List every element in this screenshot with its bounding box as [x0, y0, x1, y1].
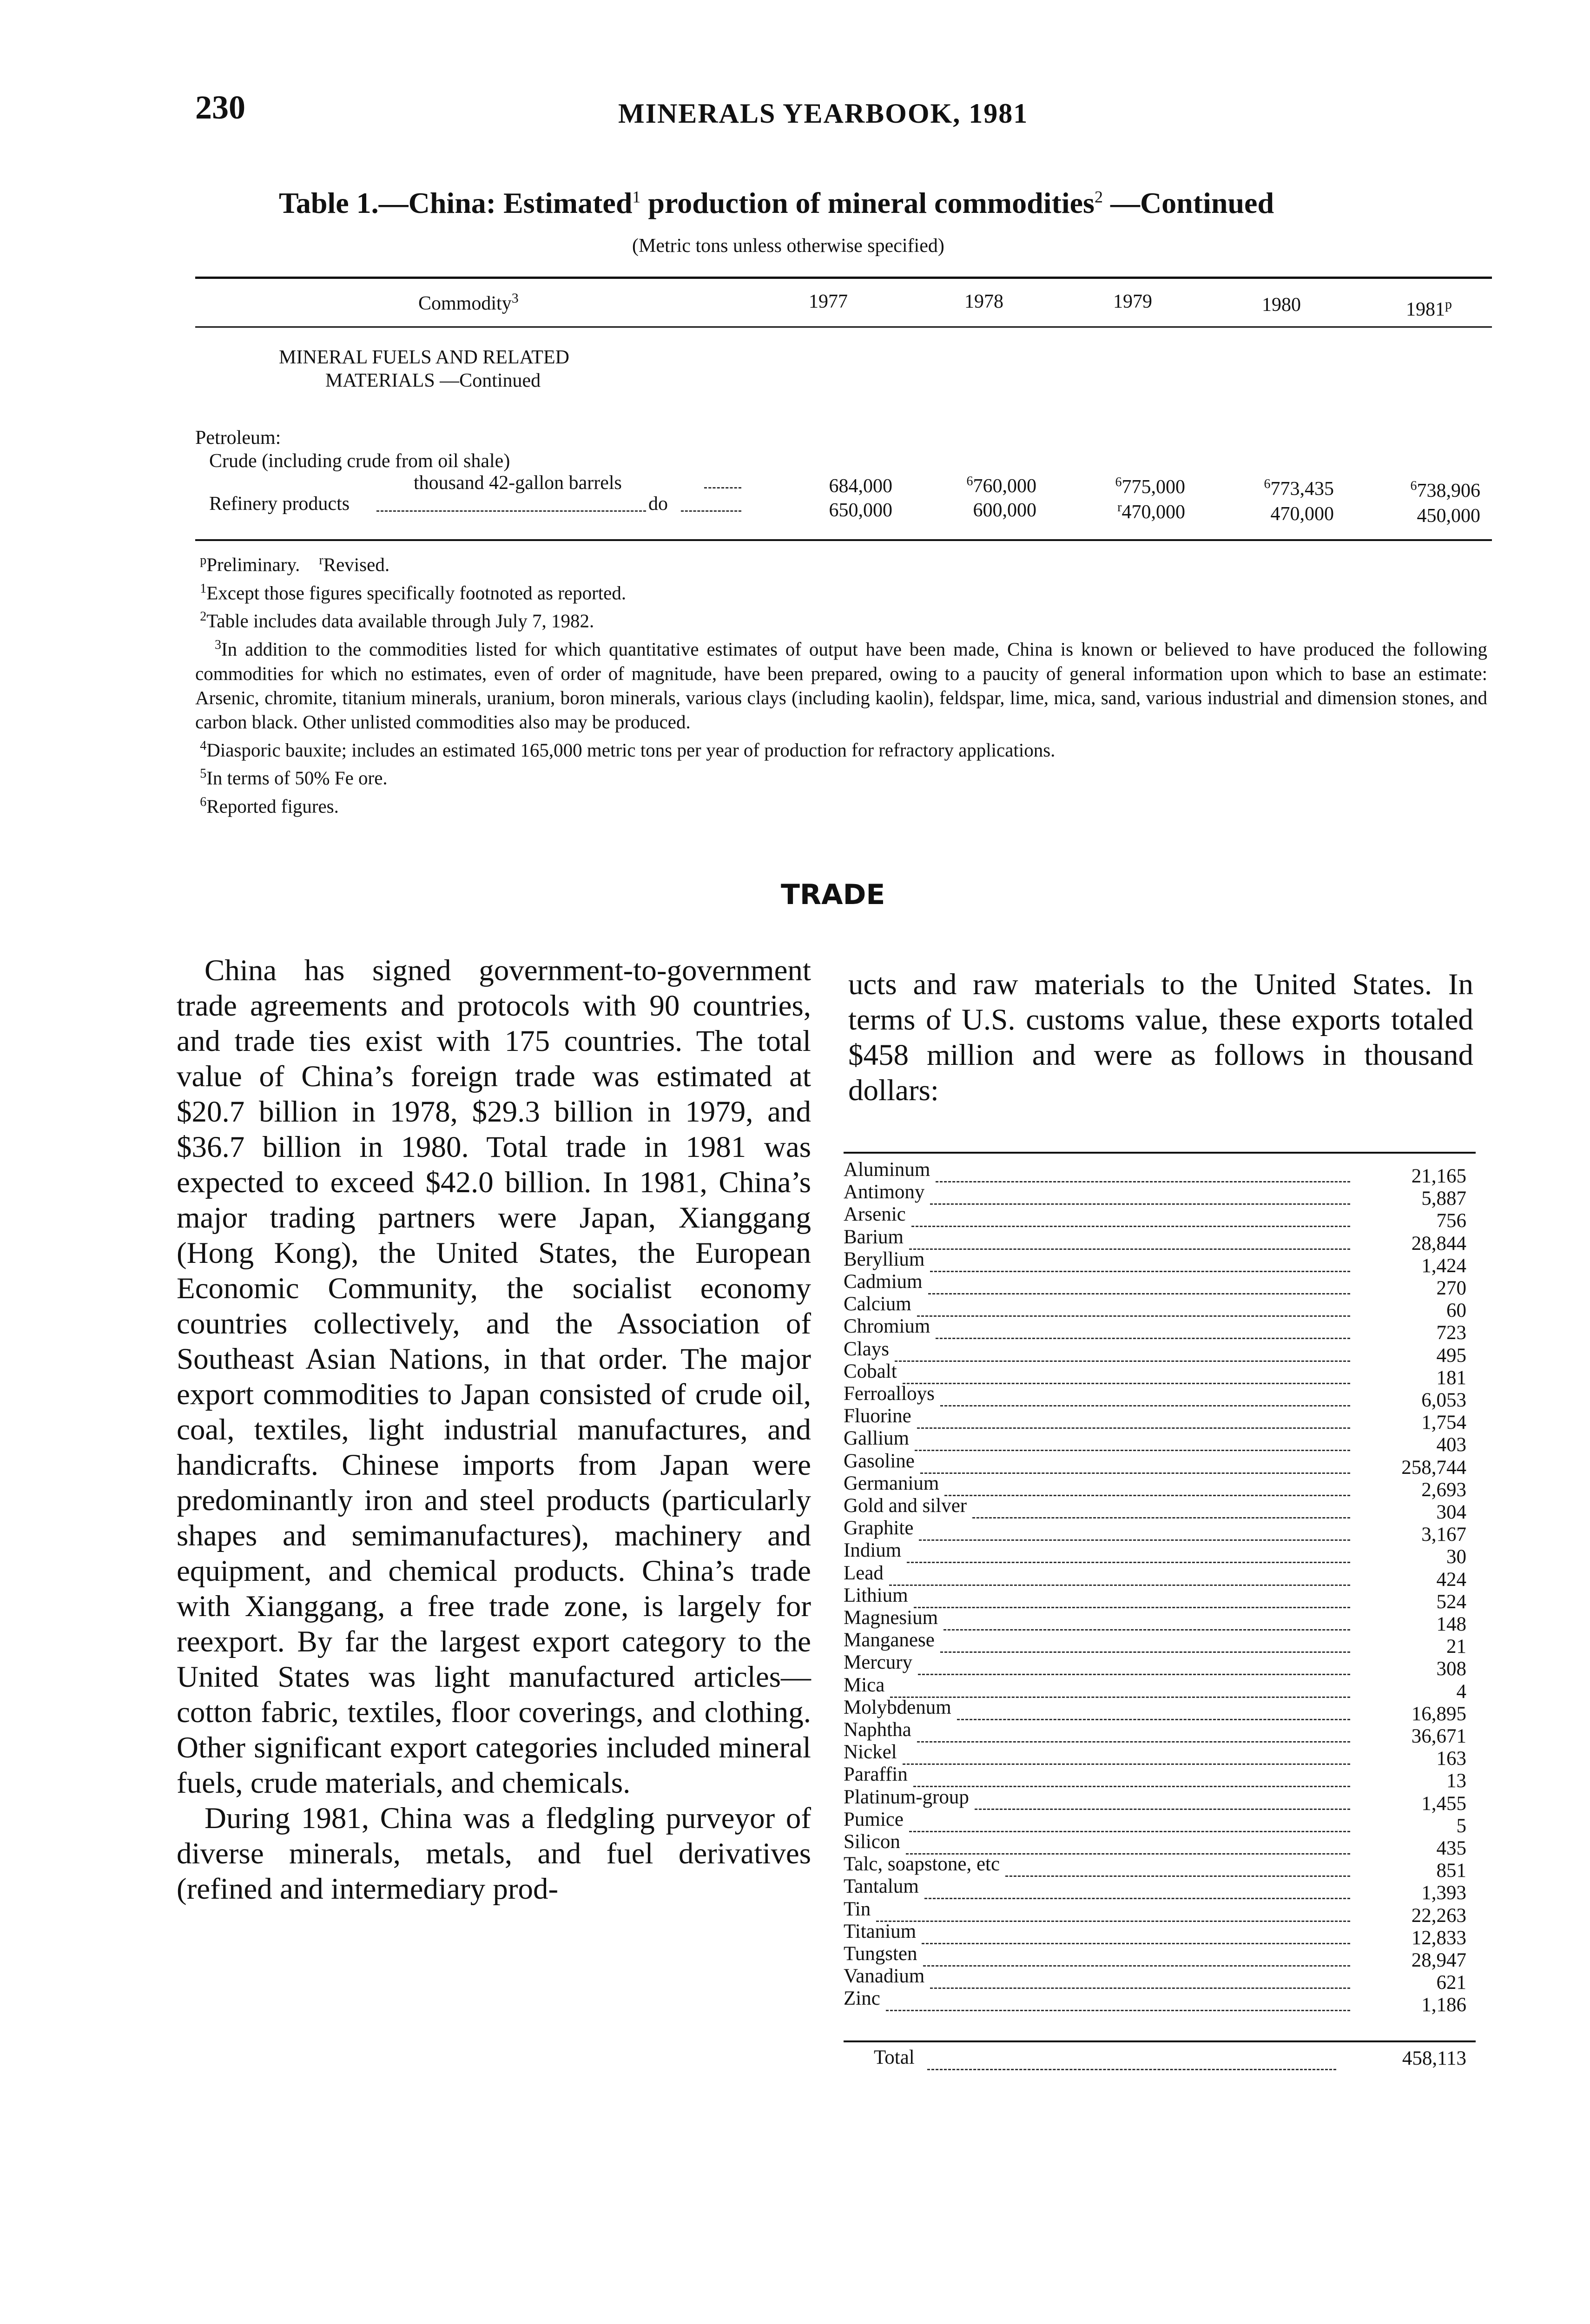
leader-dots [876, 1902, 1350, 1922]
leader-dots [930, 1969, 1350, 1989]
leader-dots [944, 1476, 1350, 1496]
export-row [844, 1315, 1466, 1344]
export-commodity: Gold and silver [844, 1495, 967, 1517]
page-number: 230 [195, 89, 245, 126]
export-commodity: Platinum-group [844, 1786, 969, 1808]
export-commodity: Tungsten [844, 1943, 917, 1965]
table-title: Table 1.—China: Estimated$^1$ production of mineral commodities$^2$ —Continued [279, 186, 1274, 219]
export-value: 36,671 [1411, 1725, 1466, 1747]
leader-dots [924, 1879, 1350, 1899]
leader-dots [917, 1297, 1350, 1317]
header-year-1979: 1979 [1113, 291, 1152, 312]
export-value: 723 [1436, 1322, 1466, 1344]
exports-total-rule [844, 2040, 1476, 2042]
export-value: 30 [1446, 1546, 1466, 1568]
row-crude-label: Crude (including crude from oil shale) [209, 450, 510, 472]
export-commodity: Clays [844, 1338, 889, 1360]
section-heading-trade: TRADE [781, 878, 885, 911]
export-value: 148 [1436, 1613, 1466, 1635]
export-commodity: Molybdenum [844, 1697, 951, 1718]
export-value: 1,393 [1421, 1882, 1466, 1904]
export-row [844, 1921, 1466, 1949]
export-commodity: Pumice [844, 1809, 904, 1830]
table-subtitle: (Metric tons unless otherwise specified) [632, 235, 944, 257]
export-row [844, 1293, 1466, 1321]
export-commodity: Tantalum [844, 1875, 919, 1897]
export-commodity: Gasoline [844, 1450, 915, 1472]
export-row [844, 1271, 1466, 1299]
export-value: 435 [1436, 1837, 1466, 1859]
leader-dots [886, 1991, 1350, 2011]
export-commodity: Manganese [844, 1629, 935, 1651]
header-year-1978: 1978 [964, 291, 1003, 312]
export-commodity: Talc, soapstone, etc [844, 1853, 1000, 1875]
export-commodity: Cobalt [844, 1360, 897, 1382]
export-row [844, 1875, 1466, 1904]
export-row [844, 1472, 1466, 1501]
exports-total-row [844, 2047, 1466, 2068]
footnote-4: $^4$Diasporic bauxite; includes an estimated 165,000 metric tons per year of production for refractory applications. [200, 738, 1056, 761]
crude-1978: $^6$760,000 [966, 474, 1036, 497]
export-value: 13 [1446, 1770, 1466, 1792]
export-value: 28,844 [1411, 1233, 1466, 1254]
header-commodity: Commodity$^3$ [418, 290, 519, 314]
row-refinery-label: Refinery products [209, 493, 350, 515]
table-bottom-rule [195, 539, 1492, 541]
export-row [844, 1943, 1466, 1971]
export-commodity: Vanadium [844, 1965, 925, 1987]
export-value: 163 [1436, 1748, 1466, 1769]
leader-dots [913, 1767, 1350, 1787]
leader-dots [917, 1723, 1350, 1743]
leader-dots [907, 1543, 1350, 1563]
export-row [844, 1562, 1466, 1591]
leader-dots [890, 1678, 1350, 1698]
table-header-rule [195, 326, 1492, 328]
export-commodity: Mica [844, 1674, 885, 1696]
leader-dots [915, 1431, 1350, 1451]
export-row [844, 1898, 1466, 1927]
trade-paragraph-1: China has signed government-to-government trade agreements and protocols with 90 countries, and trade ties exist with 175 countries. The total value of China’s foreign trade was estimated at $20.7 billion in 1978, $29.3 billion in 1979, and $36.7 billion in 1980. Total trade in 1981 was expected to exceed $42.0 billion. In 1981, China’s major trading partners were Japan, Xianggang (Hong Kong), the United States, the European Economic Community, the socialist economy countries collectively, and the Association of Southeast Asian Nations, in that order. The major export commodities to Japan consisted of crude oil, coal, textiles, light industrial manufactures, and handicrafts. Chinese imports from Japan were predominantly iron and steel products (particularly shapes and semimanufactures), machinery and equipment, and chemical products. China’s trade with Xianggang, a free trade zone, is largely for reexport. By far the largest export category to the United States was light manufactured articles—cotton fabric, textiles, floor coverings, and clothing. Other significant export categories included mineral fuels, crude materials, and chemicals. [177, 954, 811, 1800]
export-value: 2,693 [1421, 1479, 1466, 1501]
export-row [844, 1674, 1466, 1703]
export-value: 1,424 [1421, 1255, 1466, 1277]
export-commodity: Nickel [844, 1741, 897, 1763]
export-row [844, 1987, 1466, 2016]
trade-right-column [848, 967, 1473, 1108]
export-commodity: Graphite [844, 1517, 914, 1539]
leader-dots [928, 1274, 1350, 1294]
export-row [844, 1405, 1466, 1433]
leader-dots [936, 1162, 1350, 1182]
table-footnotes [195, 548, 1487, 819]
refinery-1979: $^r$470,000 [1117, 500, 1185, 523]
export-commodity: Mercury [844, 1651, 913, 1673]
table-top-rule [195, 277, 1492, 279]
leader-dots [940, 1633, 1350, 1653]
export-commodity: Naphtha [844, 1719, 911, 1741]
section-heading: MINERAL FUELS AND RELATED [279, 347, 569, 368]
export-row [844, 1517, 1466, 1545]
row-refinery-unit: do [648, 493, 668, 515]
export-value: 22,263 [1411, 1905, 1466, 1927]
export-value: 756 [1436, 1210, 1466, 1232]
export-row [844, 1427, 1466, 1456]
row-crude-unit: thousand 42-gallon barrels [414, 472, 622, 494]
leader-dots [957, 1700, 1350, 1720]
header-year-1980: 1980 [1262, 294, 1301, 316]
export-value: 403 [1436, 1434, 1466, 1456]
export-row [844, 1629, 1466, 1657]
export-row [844, 1181, 1466, 1209]
footnote-2: $^2$Table includes data available through July 7, 1982. [200, 609, 594, 632]
export-row [844, 1338, 1466, 1367]
leader-dots [895, 1342, 1350, 1362]
refinery-1977: 650,000 [829, 500, 892, 521]
export-commodity: Antimony [844, 1181, 925, 1203]
export-row [844, 1495, 1466, 1523]
leader-dots [909, 1230, 1350, 1250]
export-value: 270 [1436, 1277, 1466, 1299]
crude-1980: $^6$773,435 [1264, 477, 1334, 500]
leader-dots [972, 1499, 1350, 1519]
leader-dots [930, 1252, 1350, 1272]
export-row [844, 1741, 1466, 1769]
trade-left-column [177, 953, 811, 1907]
export-row [844, 1651, 1466, 1680]
export-commodity: Ferroalloys [844, 1383, 935, 1405]
export-commodity: Silicon [844, 1831, 900, 1853]
export-value: 6,053 [1421, 1389, 1466, 1411]
export-row [844, 1383, 1466, 1411]
row-crude-leader [704, 474, 741, 489]
export-row [844, 1697, 1466, 1725]
export-row [844, 1539, 1466, 1568]
leader-dots [922, 1924, 1350, 1944]
leader-dots [906, 1835, 1350, 1855]
export-value: 3,167 [1421, 1524, 1466, 1545]
export-value: 851 [1436, 1860, 1466, 1882]
crude-1977: 684,000 [829, 475, 892, 497]
export-value: 12,833 [1411, 1927, 1466, 1949]
export-row [844, 1965, 1466, 1994]
export-row [844, 1719, 1466, 1747]
export-commodity: Calcium [844, 1293, 911, 1315]
footnote-6: $^6$Reported figures. [200, 794, 339, 817]
export-value: 308 [1436, 1658, 1466, 1680]
export-value: 495 [1436, 1345, 1466, 1367]
leader-dots [927, 2050, 1336, 2070]
export-commodity: Zinc [844, 1987, 880, 2009]
export-value: 21,165 [1411, 1165, 1466, 1187]
section-heading-cont: MATERIALS —Continued [325, 370, 541, 391]
crude-1981: $^6$738,906 [1410, 479, 1480, 502]
export-row [844, 1248, 1466, 1277]
export-commodity: Chromium [844, 1315, 930, 1337]
export-commodity: Lithium [844, 1585, 908, 1606]
export-row [844, 1831, 1466, 1859]
leader-dots [930, 1185, 1350, 1205]
export-commodity: Paraffin [844, 1763, 908, 1785]
export-commodity: Magnesium [844, 1607, 938, 1629]
export-value: 304 [1436, 1501, 1466, 1523]
row-refinery-leader [376, 496, 646, 512]
leader-dots [889, 1566, 1350, 1586]
export-value: 1,455 [1421, 1793, 1466, 1815]
export-value: 60 [1446, 1300, 1466, 1321]
trade-paragraph-3: ucts and raw materials to the United States. In terms of U.S. customs value, these exports totaled $458 million and were as follows in thousand dollars: [848, 968, 1473, 1107]
export-commodity: Germanium [844, 1472, 939, 1494]
export-value: 5,887 [1421, 1188, 1466, 1209]
refinery-1978: 600,000 [973, 500, 1036, 521]
export-value: 28,947 [1411, 1949, 1466, 1971]
footnote-1: $^1$Except those figures specifically footnoted as reported. [200, 581, 627, 604]
footnote-preliminary: $^p$Preliminary. $^r$Revised. [200, 553, 390, 575]
export-row [844, 1763, 1466, 1792]
crude-1979: $^6$775,000 [1115, 475, 1185, 498]
refinery-1980: 470,000 [1270, 503, 1334, 525]
leader-dots [914, 1588, 1350, 1608]
export-commodity: Indium [844, 1539, 902, 1561]
export-value: 424 [1436, 1569, 1466, 1591]
leader-dots [903, 1364, 1350, 1384]
export-row [844, 1853, 1466, 1882]
export-row [844, 1809, 1466, 1837]
export-commodity: Barium [844, 1226, 904, 1248]
export-commodity: Beryllium [844, 1248, 925, 1270]
export-value: 1,754 [1421, 1412, 1466, 1433]
export-value: 181 [1436, 1367, 1466, 1389]
total-value: 458,113 [1402, 2047, 1466, 2069]
leader-dots [918, 1655, 1350, 1675]
group-petroleum: Petroleum: [195, 427, 281, 449]
running-head: MINERALS YEARBOOK, 1981 [618, 98, 1029, 129]
export-value: 4 [1456, 1681, 1466, 1703]
leader-dots [940, 1386, 1350, 1406]
export-row [844, 1360, 1466, 1389]
export-commodity: Tin [844, 1898, 871, 1920]
leader-dots [923, 1947, 1350, 1967]
leader-dots [911, 1207, 1350, 1227]
leader-dots [903, 1745, 1350, 1765]
export-value: 258,744 [1401, 1457, 1466, 1479]
export-commodity: Cadmium [844, 1271, 923, 1293]
export-commodity: Lead [844, 1562, 884, 1584]
trade-paragraph-2: During 1981, China was a fledgling purveyor of diverse minerals, metals, and fuel derivatives (refined and intermediary prod- [177, 1802, 811, 1906]
export-commodity: Arsenic [844, 1203, 906, 1225]
export-row [844, 1786, 1466, 1815]
row-refinery-leader-2 [681, 496, 741, 512]
header-year-1977: 1977 [809, 291, 848, 312]
export-row [844, 1203, 1466, 1232]
total-label: Total [874, 2047, 915, 2068]
leader-dots [1005, 1857, 1350, 1877]
exports-top-rule [844, 1152, 1476, 1154]
export-row [844, 1226, 1466, 1254]
leader-dots [920, 1454, 1350, 1474]
export-value: 16,895 [1411, 1703, 1466, 1725]
export-value: 5 [1456, 1815, 1466, 1837]
export-commodity: Gallium [844, 1427, 909, 1449]
header-year-1981: 1981$^p$ [1406, 297, 1452, 320]
export-commodity: Fluorine [844, 1405, 911, 1427]
leader-dots [919, 1521, 1350, 1541]
export-value: 21 [1446, 1636, 1466, 1657]
export-commodity: Titanium [844, 1921, 917, 1942]
export-row [844, 1585, 1466, 1613]
leader-dots [936, 1319, 1350, 1339]
leader-dots [909, 1812, 1350, 1832]
export-value: 524 [1436, 1591, 1466, 1613]
leader-dots [943, 1611, 1350, 1631]
leader-dots [975, 1790, 1350, 1810]
refinery-1981: 450,000 [1417, 505, 1480, 527]
export-commodity: Aluminum [844, 1159, 930, 1181]
export-value: 621 [1436, 1972, 1466, 1994]
export-row [844, 1159, 1466, 1187]
footnote-5: $^5$In terms of 50% Fe ore. [200, 766, 388, 789]
export-row [844, 1450, 1466, 1479]
export-value: 1,186 [1421, 1994, 1466, 2016]
export-row [844, 1607, 1466, 1635]
leader-dots [917, 1409, 1350, 1429]
footnote-3: $^3$In addition to the commodities listed for which quantitative estimates of output have been made, China is known or believed to have produced the following commodities for which no estimates, even of order of magnitude, have been prepared, owing to a paucity of general information upon which to base an estimate: Arsenic, chromite, titanium minerals, uranium, boron minerals, various clays (including kaolin), feldspar, lime, mica, sand, various industrial and dimension stones, and carbon black. Other unlisted commodities also may be produced. [195, 637, 1487, 733]
